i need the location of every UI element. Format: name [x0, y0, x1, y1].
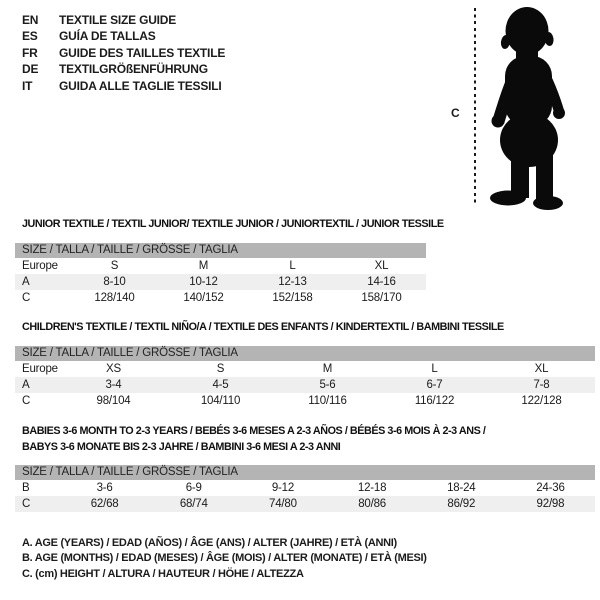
- size-value-cell: 8-10: [103, 276, 126, 288]
- size-value-cell: 86/92: [447, 498, 476, 510]
- size-table: [15, 465, 595, 512]
- size-value-cell: 12-18: [357, 482, 387, 494]
- size-value-cell: 92/98: [536, 498, 565, 510]
- row-label: B: [22, 482, 30, 494]
- size-value-cell: 5-6: [319, 379, 336, 391]
- size-value-cell: 7-8: [533, 379, 550, 391]
- size-value-cell: 6-7: [426, 379, 443, 391]
- guide-title: GUIDE DES TAILLES TEXTILE: [59, 45, 226, 60]
- language-title-list: [22, 12, 225, 94]
- legend-line: B. AGE (MONTHS) / EDAD (MESES) / ÂGE (MOIS) / ALTER (MONATE) / ETÀ (MESI): [22, 552, 427, 565]
- size-value-cell: 80/86: [358, 498, 386, 510]
- table-row: [15, 480, 595, 496]
- guide-title: TEXTILE SIZE GUIDE: [59, 13, 177, 27]
- table-title: JUNIOR TEXTILE / TEXTIL JUNIOR/ TEXTILE JUNIOR / JUNIORTEXTIL / JUNIOR TESSILE: [22, 218, 444, 230]
- size-value-cell: 98/104: [96, 395, 131, 407]
- size-value-cell: 24-36: [536, 482, 565, 494]
- size-value-cell: 152/158: [272, 292, 313, 304]
- size-value-cell: 12-13: [278, 276, 307, 288]
- size-table: [15, 346, 595, 409]
- size-value-cell: 116/122: [414, 395, 455, 407]
- language-row: [22, 28, 225, 44]
- table-row: [15, 377, 595, 393]
- size-value-cell: 10-12: [189, 276, 218, 288]
- size-header-band: SIZE / TALLA / TAILLE / GRÖSSE / TAGLIA: [15, 243, 426, 258]
- language-row: [22, 12, 225, 28]
- row-label: A: [22, 379, 30, 391]
- row-label: C: [22, 498, 31, 510]
- table-row: [15, 290, 426, 306]
- size-value-cell: 68/74: [179, 498, 208, 510]
- size-value-cell: 3-6: [96, 482, 113, 494]
- table-row: [15, 496, 595, 512]
- size-header-band: SIZE / TALLA / TAILLE / GRÖSSE / TAGLIA: [15, 346, 595, 361]
- size-value-cell: 3-4: [105, 379, 122, 391]
- guide-title: GUÍA DE TALLAS: [59, 29, 156, 44]
- row-label: Europe: [22, 363, 58, 375]
- size-value-cell: 158/170: [361, 292, 402, 304]
- language-code: IT: [22, 78, 33, 93]
- legend-line: A. AGE (YEARS) / EDAD (AÑOS) / ÂGE (ANS) / ALTER (JAHRE) / ETÀ (ANNI): [22, 537, 397, 549]
- table-row: [15, 361, 595, 377]
- size-value-cell: L: [431, 363, 438, 375]
- table-row: [15, 258, 426, 274]
- language-row: [22, 45, 225, 61]
- table-title: BABYS 3-6 MONATE BIS 2-3 JAHRE / BAMBINI 3-6 MESI A 2-3 ANNI: [22, 440, 341, 453]
- language-row: [22, 78, 225, 94]
- size-value-cell: XS: [106, 363, 121, 375]
- table-row: [15, 393, 595, 409]
- language-code: ES: [22, 29, 38, 44]
- legend-line: C. (cm) HEIGHT / ALTURA / HAUTEUR / HÖHE / ALTEZZA: [22, 567, 304, 580]
- language-code: EN: [22, 13, 39, 27]
- size-value-cell: 4-5: [212, 379, 229, 391]
- language-code: DE: [22, 62, 39, 77]
- size-value-cell: 18-24: [447, 482, 476, 494]
- table-title: CHILDREN'S TEXTILE / TEXTIL NIÑO/A / TEXTILE DES ENFANTS / KINDERTEXTIL / BAMBINI TESSILE: [22, 321, 504, 333]
- language-code: FR: [22, 45, 38, 60]
- size-value-cell: 14-16: [367, 276, 396, 288]
- size-header-band: SIZE / TALLA / TAILLE / GRÖSSE / TAGLIA: [15, 465, 595, 480]
- size-value-cell: S: [216, 363, 225, 375]
- size-value-cell: 74/80: [269, 498, 297, 510]
- size-value-cell: M: [322, 363, 333, 375]
- size-value-cell: 62/68: [90, 498, 119, 510]
- height-dashed-line: [474, 8, 476, 206]
- row-label: C: [22, 292, 31, 304]
- language-row: [22, 61, 225, 77]
- table-title: BABIES 3-6 MONTH TO 2-3 YEARS / BEBÉS 3-6 MESES A 2-3 AÑOS / BÉBÉS 3-6 MOIS À 2-3 ANS /: [22, 425, 486, 437]
- size-value-cell: 122/128: [521, 395, 562, 407]
- table-row: [15, 274, 426, 290]
- size-value-cell: M: [198, 260, 209, 272]
- size-value-cell: 6-9: [185, 482, 202, 494]
- size-value-cell: XL: [534, 363, 549, 375]
- height-measure-label: C: [451, 106, 460, 120]
- row-label: A: [22, 276, 30, 288]
- toddler-silhouette-icon: [478, 2, 586, 214]
- size-value-cell: 110/116: [308, 395, 347, 407]
- size-value-cell: XL: [374, 260, 389, 272]
- size-value-cell: 9-12: [271, 482, 295, 494]
- size-table: [15, 243, 426, 306]
- guide-title: TEXTILGRÖßENFÜHRUNG: [59, 62, 208, 77]
- size-value-cell: 128/140: [94, 292, 135, 304]
- size-value-cell: S: [110, 260, 119, 272]
- size-value-cell: 140/152: [183, 292, 224, 304]
- size-value-cell: L: [289, 260, 296, 272]
- size-value-cell: 104/110: [200, 395, 241, 407]
- row-label: C: [22, 395, 31, 407]
- measure-legend: [22, 536, 427, 582]
- row-label: Europe: [22, 260, 58, 272]
- guide-title: GUIDA ALLE TAGLIE TESSILI: [59, 78, 222, 93]
